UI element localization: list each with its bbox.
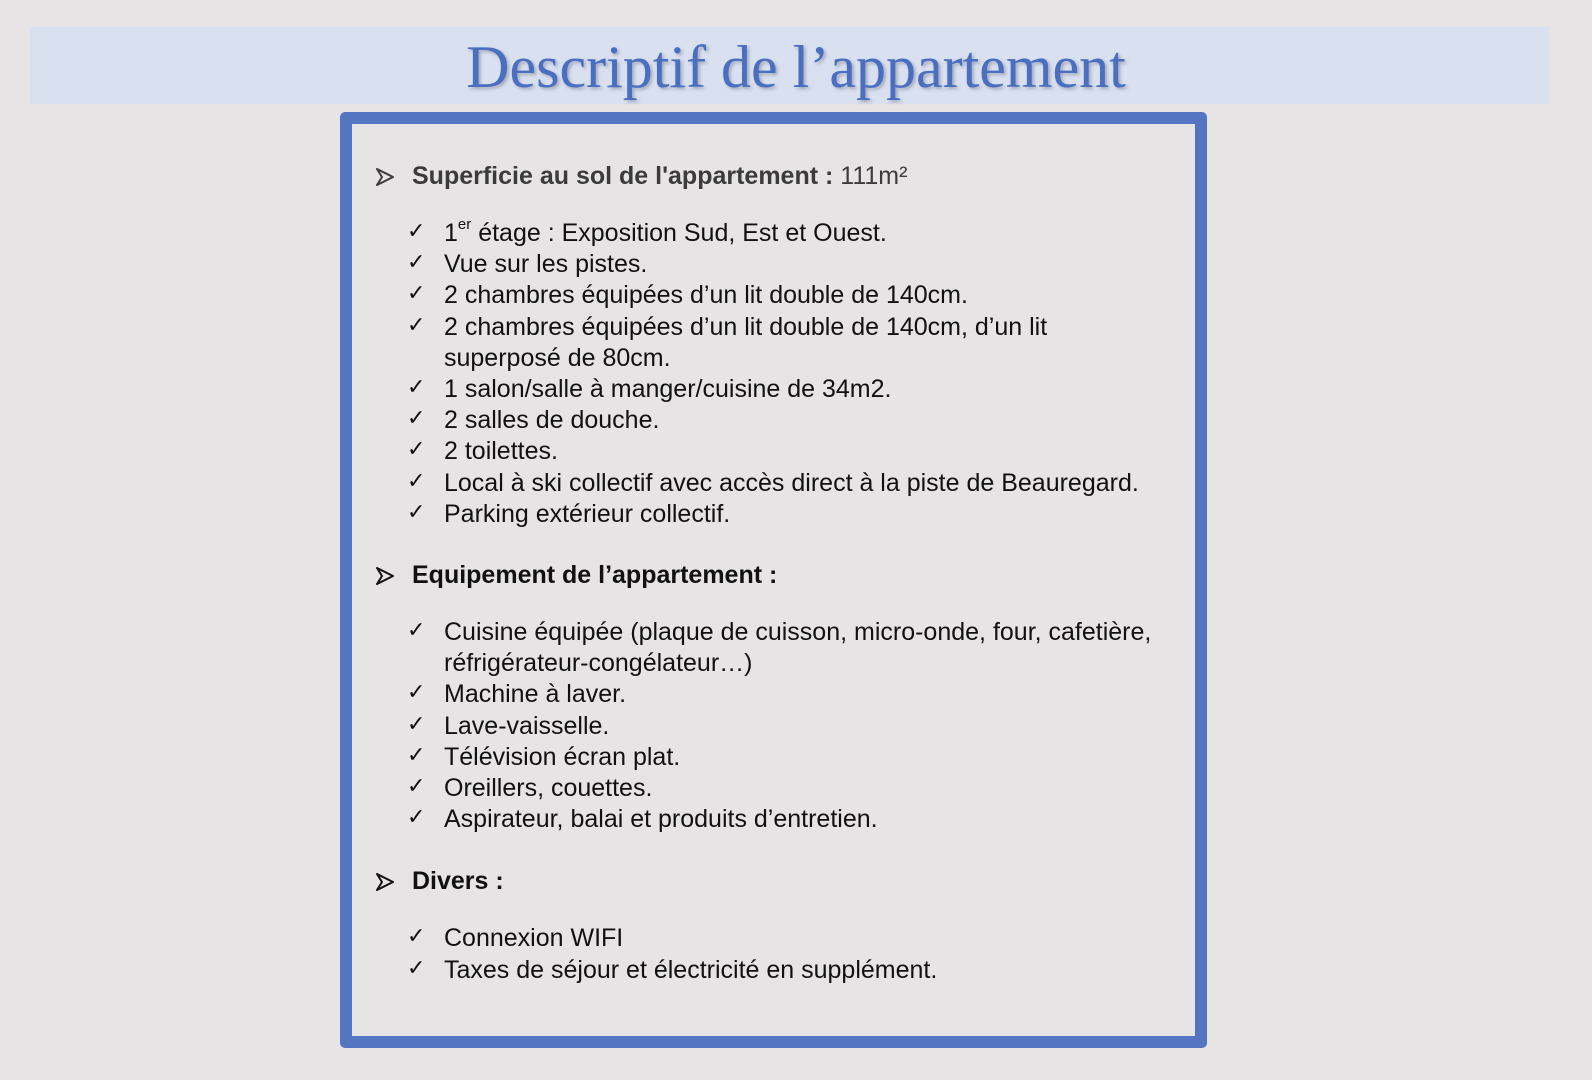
section-label: Divers :: [412, 867, 504, 896]
arrowhead-icon: [374, 559, 396, 591]
floor-number: 1: [444, 219, 458, 247]
item-text: étage : Exposition Sud, Est et Ouest.: [471, 219, 887, 247]
checkmark-icon: ✓: [407, 618, 426, 644]
checkmark-icon: ✓: [407, 924, 426, 950]
item-text: 2 chambres équipées d’un lit double de 140cm, d’un lit superposé de 80cm.: [444, 312, 1048, 372]
section-label: Superficie au sol de l'appartement :: [412, 162, 841, 190]
checkmark-icon: ✓: [407, 406, 426, 432]
item-text: Parking extérieur collectif.: [444, 499, 731, 528]
checkmark-icon: ✓: [407, 375, 426, 401]
item-text: Machine à laver.: [444, 680, 627, 709]
item-text: 2 salles de douche.: [444, 406, 660, 435]
item-text: Lave-vaisselle.: [444, 711, 610, 740]
list-item: [374, 312, 1084, 374]
description-content: [374, 160, 1214, 986]
list-item: [374, 405, 1214, 436]
item-text: Taxes de séjour et électricité en supplément.: [444, 955, 938, 984]
checkmark-icon: ✓: [407, 955, 426, 981]
section-label: Equipement de l’appartement :: [412, 561, 778, 590]
superficie-list: [374, 215, 1214, 530]
item-text: Aspirateur, balai et produits d’entretien.: [444, 805, 878, 834]
divers-list: [374, 923, 1214, 985]
list-item: [374, 436, 1214, 467]
list-item: [374, 955, 1214, 986]
list-item: [374, 711, 1214, 742]
list-item: [374, 468, 1214, 499]
list-item: [374, 249, 1214, 280]
item-text: Oreillers, couettes.: [444, 774, 653, 803]
checkmark-icon: ✓: [407, 437, 426, 463]
section-superficie: [374, 160, 1214, 192]
checkmark-icon: ✓: [407, 281, 426, 307]
list-item: [374, 923, 1214, 954]
item-text: 1 salon/salle à manger/cuisine de 34m2.: [444, 375, 892, 404]
list-item: [374, 215, 1214, 249]
section-heading: [374, 160, 1214, 192]
checkmark-icon: ✓: [407, 219, 426, 244]
list-item: [374, 773, 1214, 804]
item-text: Télévision écran plat.: [444, 742, 681, 771]
section-heading: [374, 559, 1214, 591]
checkmark-icon: ✓: [407, 742, 426, 768]
arrowhead-icon: [374, 865, 396, 897]
item-text: Vue sur les pistes.: [444, 250, 648, 279]
page-title: Descriptif de l’appartement: [466, 34, 1126, 100]
list-item: [374, 679, 1214, 710]
floor-ordinal: er: [457, 215, 472, 233]
section-equipement: [374, 559, 1214, 591]
checkmark-icon: ✓: [407, 680, 426, 706]
list-item: [374, 804, 1214, 835]
checkmark-icon: ✓: [407, 774, 426, 800]
list-item: [374, 742, 1214, 773]
equipement-list: [374, 617, 1214, 835]
list-item: [374, 280, 1214, 311]
checkmark-icon: ✓: [407, 312, 426, 338]
checkmark-icon: ✓: [407, 468, 426, 494]
item-text: 2 toilettes.: [444, 437, 558, 466]
checkmark-icon: ✓: [407, 805, 426, 831]
checkmark-icon: ✓: [407, 711, 426, 737]
item-text: 2 chambres équipées d’un lit double de 140cm.: [444, 281, 968, 310]
item-text: Cuisine équipée (plaque de cuisson, micro-onde, four, cafetière, réfrigérateur-congélateur…): [444, 618, 1152, 678]
section-heading: [374, 865, 1214, 897]
item-text: Local à ski collectif avec accès direct à la piste de Beauregard.: [444, 468, 1139, 497]
section-divers: [374, 865, 1214, 897]
list-item: [374, 617, 1224, 679]
checkmark-icon: ✓: [407, 250, 426, 276]
floor-area-value: 111m²: [840, 162, 908, 190]
checkmark-icon: ✓: [407, 499, 426, 525]
list-item: [374, 499, 1214, 530]
list-item: [374, 374, 1214, 405]
item-text: Connexion WIFI: [444, 924, 624, 953]
arrowhead-icon: [374, 160, 396, 192]
